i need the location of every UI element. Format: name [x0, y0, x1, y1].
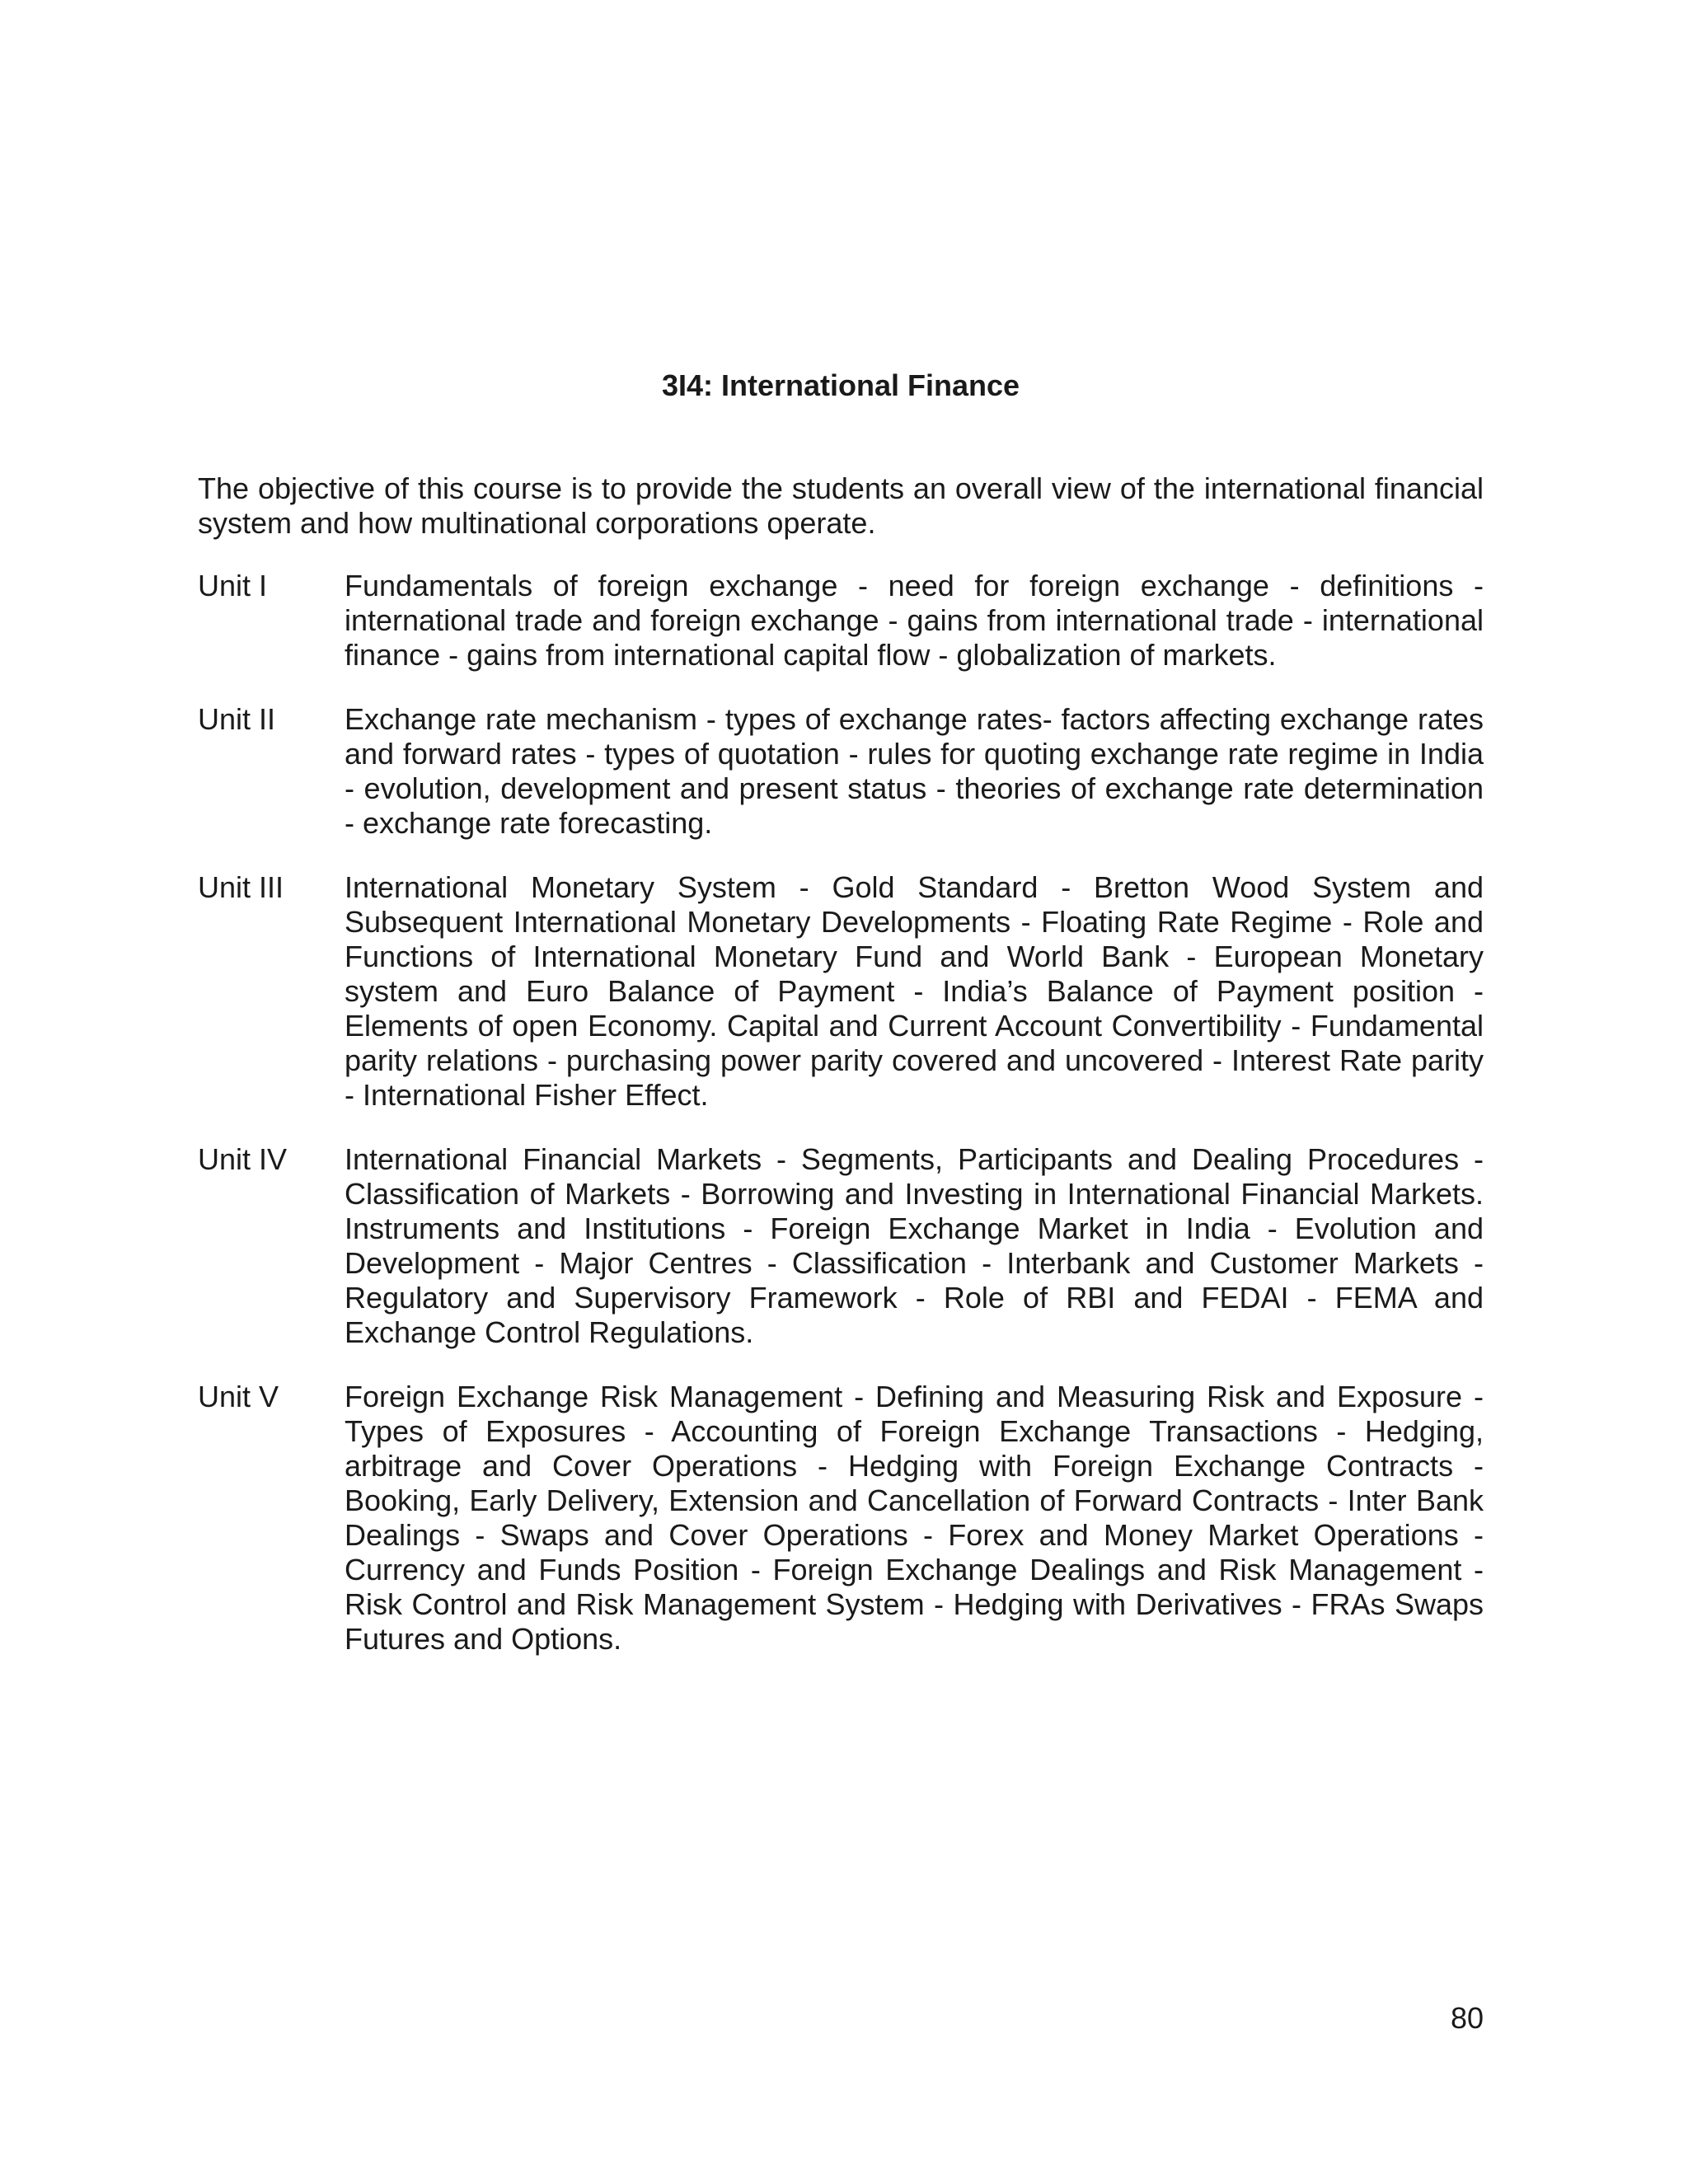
- unit-description: Fundamentals of foreign exchange - need for foreign exchange - definitions - international trade and foreign exchange - gains from international trade - international finance - gains from international capital flow - globalization of markets.: [345, 569, 1484, 672]
- unit-label: Unit II: [198, 702, 276, 736]
- unit-label: Unit IV: [198, 1142, 288, 1176]
- unit-row-4: [198, 1142, 1484, 1350]
- unit-description: Exchange rate mechanism - types of exchange rates- factors affecting exchange rates and forward rates - types of quotation - rules for quoting exchange rate regime in India - evolution, development and present status - theories of exchange rate determination - exchange rate forecasting.: [345, 702, 1484, 840]
- page-number: 80: [1450, 2001, 1484, 2035]
- unit-description: Foreign Exchange Risk Management - Defining and Measuring Risk and Exposure - Types of Exposures - Accounting of Foreign Exchange Transactions - Hedging, arbitrage and Cover Operations - Hedging with Foreign Exchange Contracts - Booking, Early Delivery, Extension and Cancellation of Forward Contracts - Inter Bank Dealings - Swaps and Cover Operations - Forex and Money Market Operations - Currency and Funds Position - Foreign Exchange Dealings and Risk Management - Risk Control and Risk Management System - Hedging with Derivatives - FRAs Swaps Futures and Options.: [345, 1380, 1484, 1656]
- unit-label: Unit V: [198, 1380, 279, 1413]
- unit-row-1: [198, 569, 1484, 673]
- unit-row-5: [198, 1380, 1484, 1657]
- course-objective: The objective of this course is to provide the students an overall view of the international financial system and how multinational corporations operate.: [198, 471, 1484, 540]
- unit-row-2: [198, 702, 1484, 841]
- unit-row-3: [198, 870, 1484, 1113]
- unit-label: Unit I: [198, 569, 268, 602]
- document-page: [198, 0, 1484, 2184]
- unit-description: International Financial Markets - Segments, Participants and Dealing Procedures - Classification of Markets - Borrowing and Investing in International Financial Markets. Instruments and Institutions - Foreign Exchange Market in India - Evolution and Development - Major Centres - Classification - Interbank and Customer Markets - Regulatory and Supervisory Framework - Role of RBI and FEDAI - FEMA and Exchange Control Regulations.: [345, 1142, 1484, 1349]
- page-title: 3I4: International Finance: [661, 368, 1020, 402]
- unit-label: Unit III: [198, 870, 284, 904]
- unit-list: [198, 569, 1484, 1686]
- unit-description: International Monetary System - Gold Standard - Bretton Wood System and Subsequent International Monetary Developments - Floating Rate Regime - Role and Functions of International Monetary Fund and World Bank - European Monetary system and Euro Balance of Payment - India’s Balance of Payment position - Elements of open Economy. Capital and Current Account Convertibility - Fundamental parity relations - purchasing power parity covered and uncovered - Interest Rate parity - International Fisher Effect.: [345, 870, 1484, 1112]
